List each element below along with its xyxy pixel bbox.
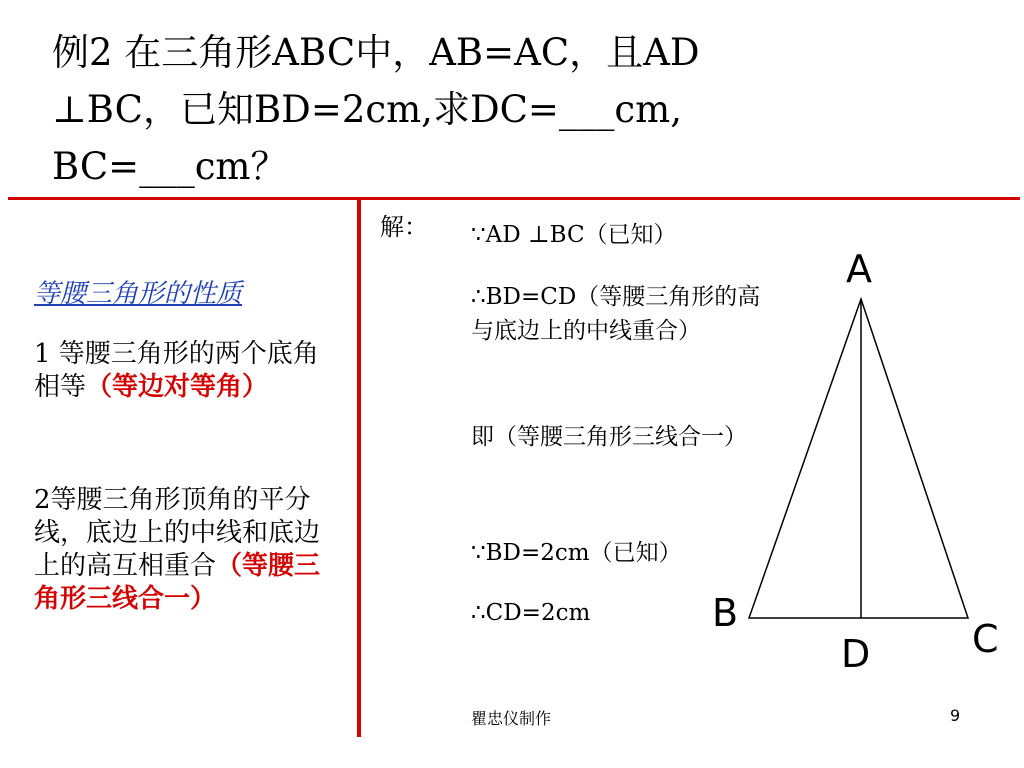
label-a: A (846, 247, 872, 291)
solution-line-3: 即（等腰三角形三线合一） (471, 424, 747, 450)
solution-label: 解： (380, 213, 428, 241)
solution-line-5: ∴CD=2cm (471, 600, 591, 626)
horizontal-divider (8, 197, 1020, 200)
label-b: B (712, 591, 739, 635)
solution-line-1: ∵AD ⊥BC（已知） (471, 222, 677, 248)
title-line-3: BC=___cm？ (52, 145, 288, 188)
vertical-divider (357, 199, 361, 737)
property-2-highlight: （等腰三角形三线合一） (34, 551, 321, 614)
property-2-text: 2等腰三角形顶角的平分线，底边上的中线和底边上的高互相重合 (34, 485, 321, 581)
solution-line-4: ∵BD=2cm（已知） (471, 540, 682, 566)
property-1-highlight: （等边对等角） (86, 372, 269, 402)
solution-line-2: ∴BD=CD（等腰三角形的高与底边上的中线重合） (471, 284, 761, 344)
property-1 (34, 338, 334, 404)
property-1-text: 1 等腰三角形的两个底角相等 (34, 339, 319, 402)
properties-heading: 等腰三角形的性质 (34, 279, 243, 309)
property-2 (34, 484, 334, 616)
label-d: D (841, 632, 871, 676)
triangle-diagram (700, 235, 1020, 680)
slide-title (52, 24, 1012, 195)
label-c: C (972, 617, 999, 661)
footer-author: 瞿忠仪制作 (471, 709, 552, 728)
title-line-2: ⊥BC，已知BD=2cm,求DC=___cm, (52, 88, 682, 131)
title-line-1: 例2 在三角形ABC中，AB=AC，且AD (52, 31, 700, 74)
page-number: 9 (950, 706, 961, 725)
triangle-abc (749, 299, 968, 618)
